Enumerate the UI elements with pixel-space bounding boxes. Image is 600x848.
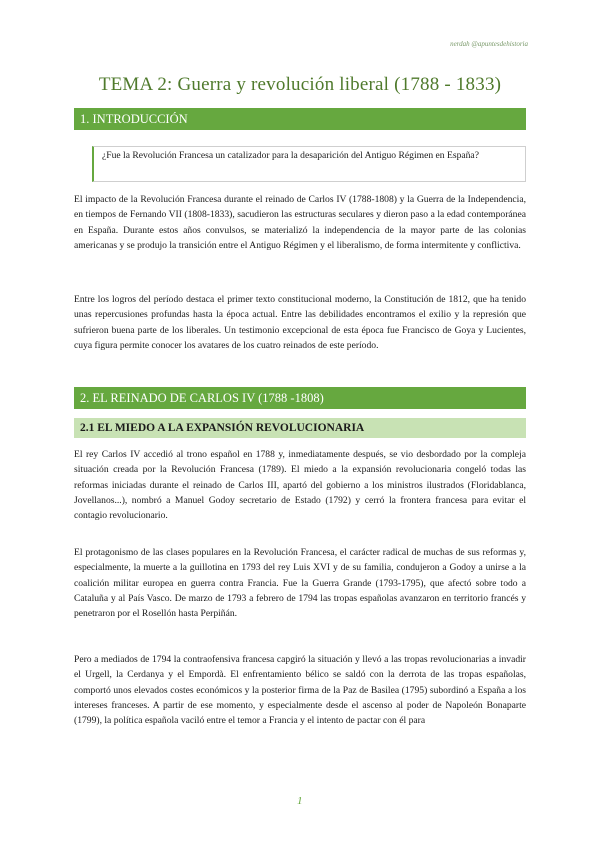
section-heading-carlos-iv: 2. EL REINADO DE CARLOS IV (1788 -1808): [74, 387, 526, 409]
subsection-heading-miedo-expansion: 2.1 EL MIEDO A LA EXPANSIÓN REVOLUCIONARIA: [74, 418, 526, 438]
page-number: 1: [297, 795, 303, 807]
paragraph: Entre los logros del período destaca el primer texto constitucional moderno, la Constitución de 1812, que ha tenido unas repercusiones profundas hasta la época actual. Entre las debilidades encontramos el exilio y la represión que sufrieron buena parte de los liberales. Un testimonio excepcional de esta época fue Francisco de Goya y Lucientes, cuya figura permite conocer los avatares de los cuatro reinados de este período.: [74, 294, 526, 351]
paragraph: El impacto de la Revolución Francesa durante el reinado de Carlos IV (1788-1808) y la Guerra de la Independencia, en tiempos de Fernando VII (1808-1833), sacudieron las estructuras seculares y dieron paso a la edad contemporánea en España. Durante estos años convulsos, se materializó la independencia de la mayor parte de las colonias americanas y se produjo la transición entre el Antiguo Régimen y el liberalismo, de forma intermitente y conflictiva.: [74, 194, 526, 251]
paragraph: El protagonismo de las clases populares en la Revolución Francesa, el carácter radical de muchas de sus reformas y, especialmente, la muerte a la guillotina en 1793 del rey Luis XVI y de su familia, condujeron a Godoy a unirse a la coalición militar europea en guerra contra Francia. Fue la Guerra Grande (1793-1795), que afectó sobre todo a Cataluña y al País Vasco. De marzo de 1793 a febrero de 1794 las tropas españolas avanzaron en territorio francés y penetraron por el Rosellón hasta Perpiñán.: [74, 547, 526, 620]
section-heading-introduccion: 1. INTRODUCCIÓN: [74, 108, 526, 130]
paragraph: El rey Carlos IV accedió al trono español en 1788 y, inmediatamente después, se vio desbordado por la compleja situación creada por la Revolución Francesa (1789). El miedo a la expansión revolucionaria congeló todas las reformas iniciadas durante el reinado de Carlos III, apartó del gobierno a los ministros ilustrados (Floridablanca, Jovellanos...), nombró a Manuel Godoy secretario de Estado (1792) y cerró la frontera francesa para evitar el contagio revolucionario.: [74, 449, 526, 522]
guiding-question-text: ¿Fue la Revolución Francesa un catalizador para la desaparición del Antiguo Régimen en España?: [102, 150, 479, 161]
paragraph: Pero a mediados de 1794 la contraofensiva francesa capgiró la situación y llevó a las tropas revolucionarias a invadir el Urgell, la Cerdanya y el Empordà. El enfrentamiento bélico se saldó con la derrota de las tropas españolas, comportó unos elevados costes económicos y la posterior firma de la Paz de Basilea (1795) subordinó a España a los intereses franceses. A partir de ese momento, y especialmente desde el ascenso al poder de Napoleón Bonaparte (1799), la política española vaciló entre el temor a Francia y el intento de pactar con él para: [74, 654, 526, 727]
author-credit: nerdah @apuntesdehistoria: [450, 40, 528, 48]
page-title: TEMA 2: Guerra y revolución liberal (1788 - 1833): [98, 74, 502, 95]
guiding-question-box: [92, 146, 526, 182]
